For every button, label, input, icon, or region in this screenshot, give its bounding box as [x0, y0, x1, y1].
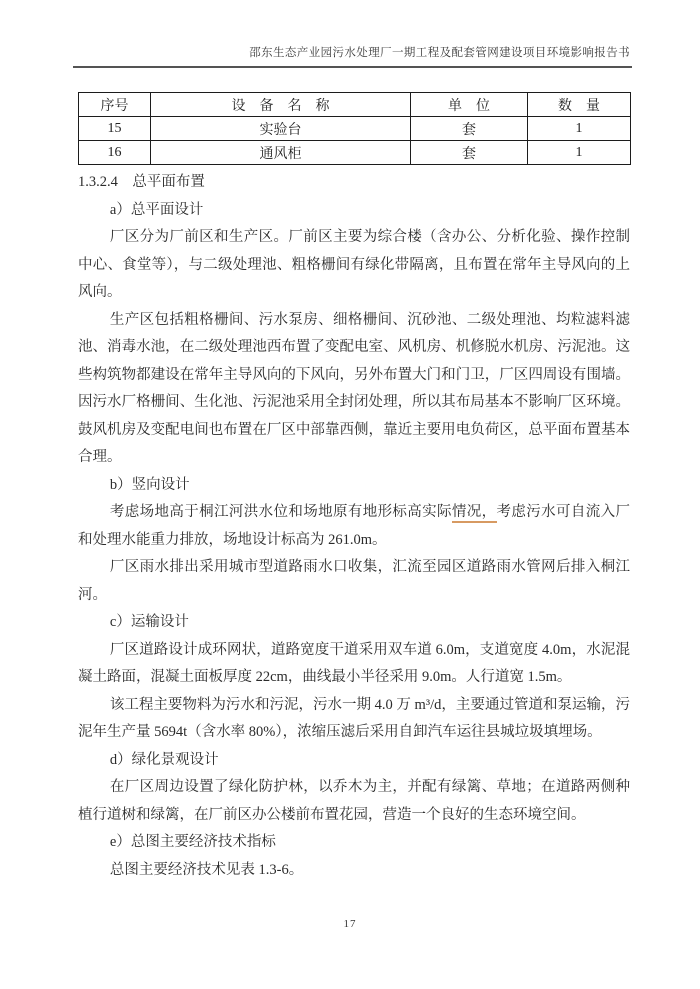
- section-heading-1-3-2-4: 1.3.2.4 总平面布置: [78, 174, 205, 190]
- subheading-e-economic-indicators: e）总图主要经济技术指标: [109, 834, 276, 850]
- paragraph-transport-2: 该工程主要物料为污水和污泥，污水一期 4.0 万 m³/d，主要通过管道和泵运输，污泥年生产量 5694t（含水率 80%），浓缩压滤后采用自卸汽车运往县城垃圾填埋场。: [78, 696, 630, 740]
- paragraph-economic-1: 总图主要经济技术见表 1.3-6。: [109, 861, 304, 878]
- subheading-d-landscape-design: d）绿化景观设计: [109, 751, 219, 768]
- subheading-c-transport-design: c）运输设计: [109, 614, 189, 630]
- equipment-table: [78, 92, 631, 165]
- document-body: [78, 169, 630, 884]
- paragraph-layout-1: 厂区分为厂前区和生产区。厂前区主要为综合楼（含办公、分析化验、操作控制中心、食堂等），与二级处理池、粗格栅间有绿化带隔离，且布置在常年主导风向的上风向。: [78, 229, 630, 300]
- cell-serial: 16: [79, 141, 151, 165]
- paragraph-layout-2: 生产区包括粗格栅间、污水泵房、细格栅间、沉砂池、二级处理池、均粒滤料滤池、消毒水池，在二级处理池西布置了变配电室、风机房、机修脱水机房、污泥池。这些构筑物都建设在常年主导风向的下风向，另外布置大门和门卫，厂区四周设有围墙。因污水厂格栅间、生化池、污泥池采用全封闭处理，所以其布局基本不影响厂区环境。鼓风机房及变配电间也布置在厂区中部靠西侧，靠近主要用电负荷区，总平面布置基本合理。: [78, 311, 630, 465]
- cell-unit: 套: [411, 141, 528, 165]
- column-header-unit: 单 位: [411, 93, 528, 117]
- paragraph-landscape-1: 在厂区周边设置了绿化防护林，以乔木为主，并配有绿篱、草地；在道路两侧种植行道树和绿篱，在厂前区办公楼前布置花园，营造一个良好的生态环境空间。: [78, 779, 630, 823]
- table-row: [79, 117, 631, 141]
- column-header-quantity: 数 量: [528, 93, 631, 117]
- cell-equipment-name: 实验台: [151, 117, 411, 141]
- paragraph-vertical-2: 厂区雨水排出采用城市型道路雨水口收集，汇流至园区道路雨水管网后排入桐江河。: [78, 559, 630, 603]
- column-header-serial: 序号: [79, 93, 151, 117]
- header-rule: [73, 66, 632, 68]
- subheading-b-vertical-design: b）竖向设计: [109, 476, 190, 493]
- column-header-equipment-name: 设 备 名 称: [151, 93, 411, 117]
- paragraph-transport-1: 厂区道路设计成环网状，道路宽度干道采用双车道 6.0m，支道宽度 4.0m，水泥混凝土路面，混凝土面板厚度 22cm，曲线最小半径采用 9.0m。人行道宽 1.5m。: [78, 641, 630, 685]
- paragraph-vertical-1-post: 考虑污水可自流入厂和处理水能重力排放，场地设计标高为 261.0m。: [78, 504, 631, 548]
- subheading-a-general-layout: a）总平面设计: [109, 201, 204, 218]
- table-header-row: [79, 93, 631, 117]
- paragraph-vertical-1-pre: 考虑场地高于桐江河洪水位和场地原有地形标高实际: [109, 504, 452, 520]
- cell-equipment-name: 通风柜: [151, 141, 411, 165]
- table-row: [79, 141, 631, 165]
- page-number: 17: [343, 918, 357, 930]
- cell-serial: 15: [79, 117, 151, 141]
- cell-quantity: 1: [528, 141, 631, 165]
- proofing-underline-segment: 情况，: [452, 504, 497, 523]
- cell-unit: 套: [411, 117, 528, 141]
- report-header-title: 邵东生态产业园污水处理厂一期工程及配套管网建设项目环境影响报告书: [249, 47, 630, 59]
- cell-quantity: 1: [528, 117, 631, 141]
- paragraph-vertical-1: [78, 499, 630, 554]
